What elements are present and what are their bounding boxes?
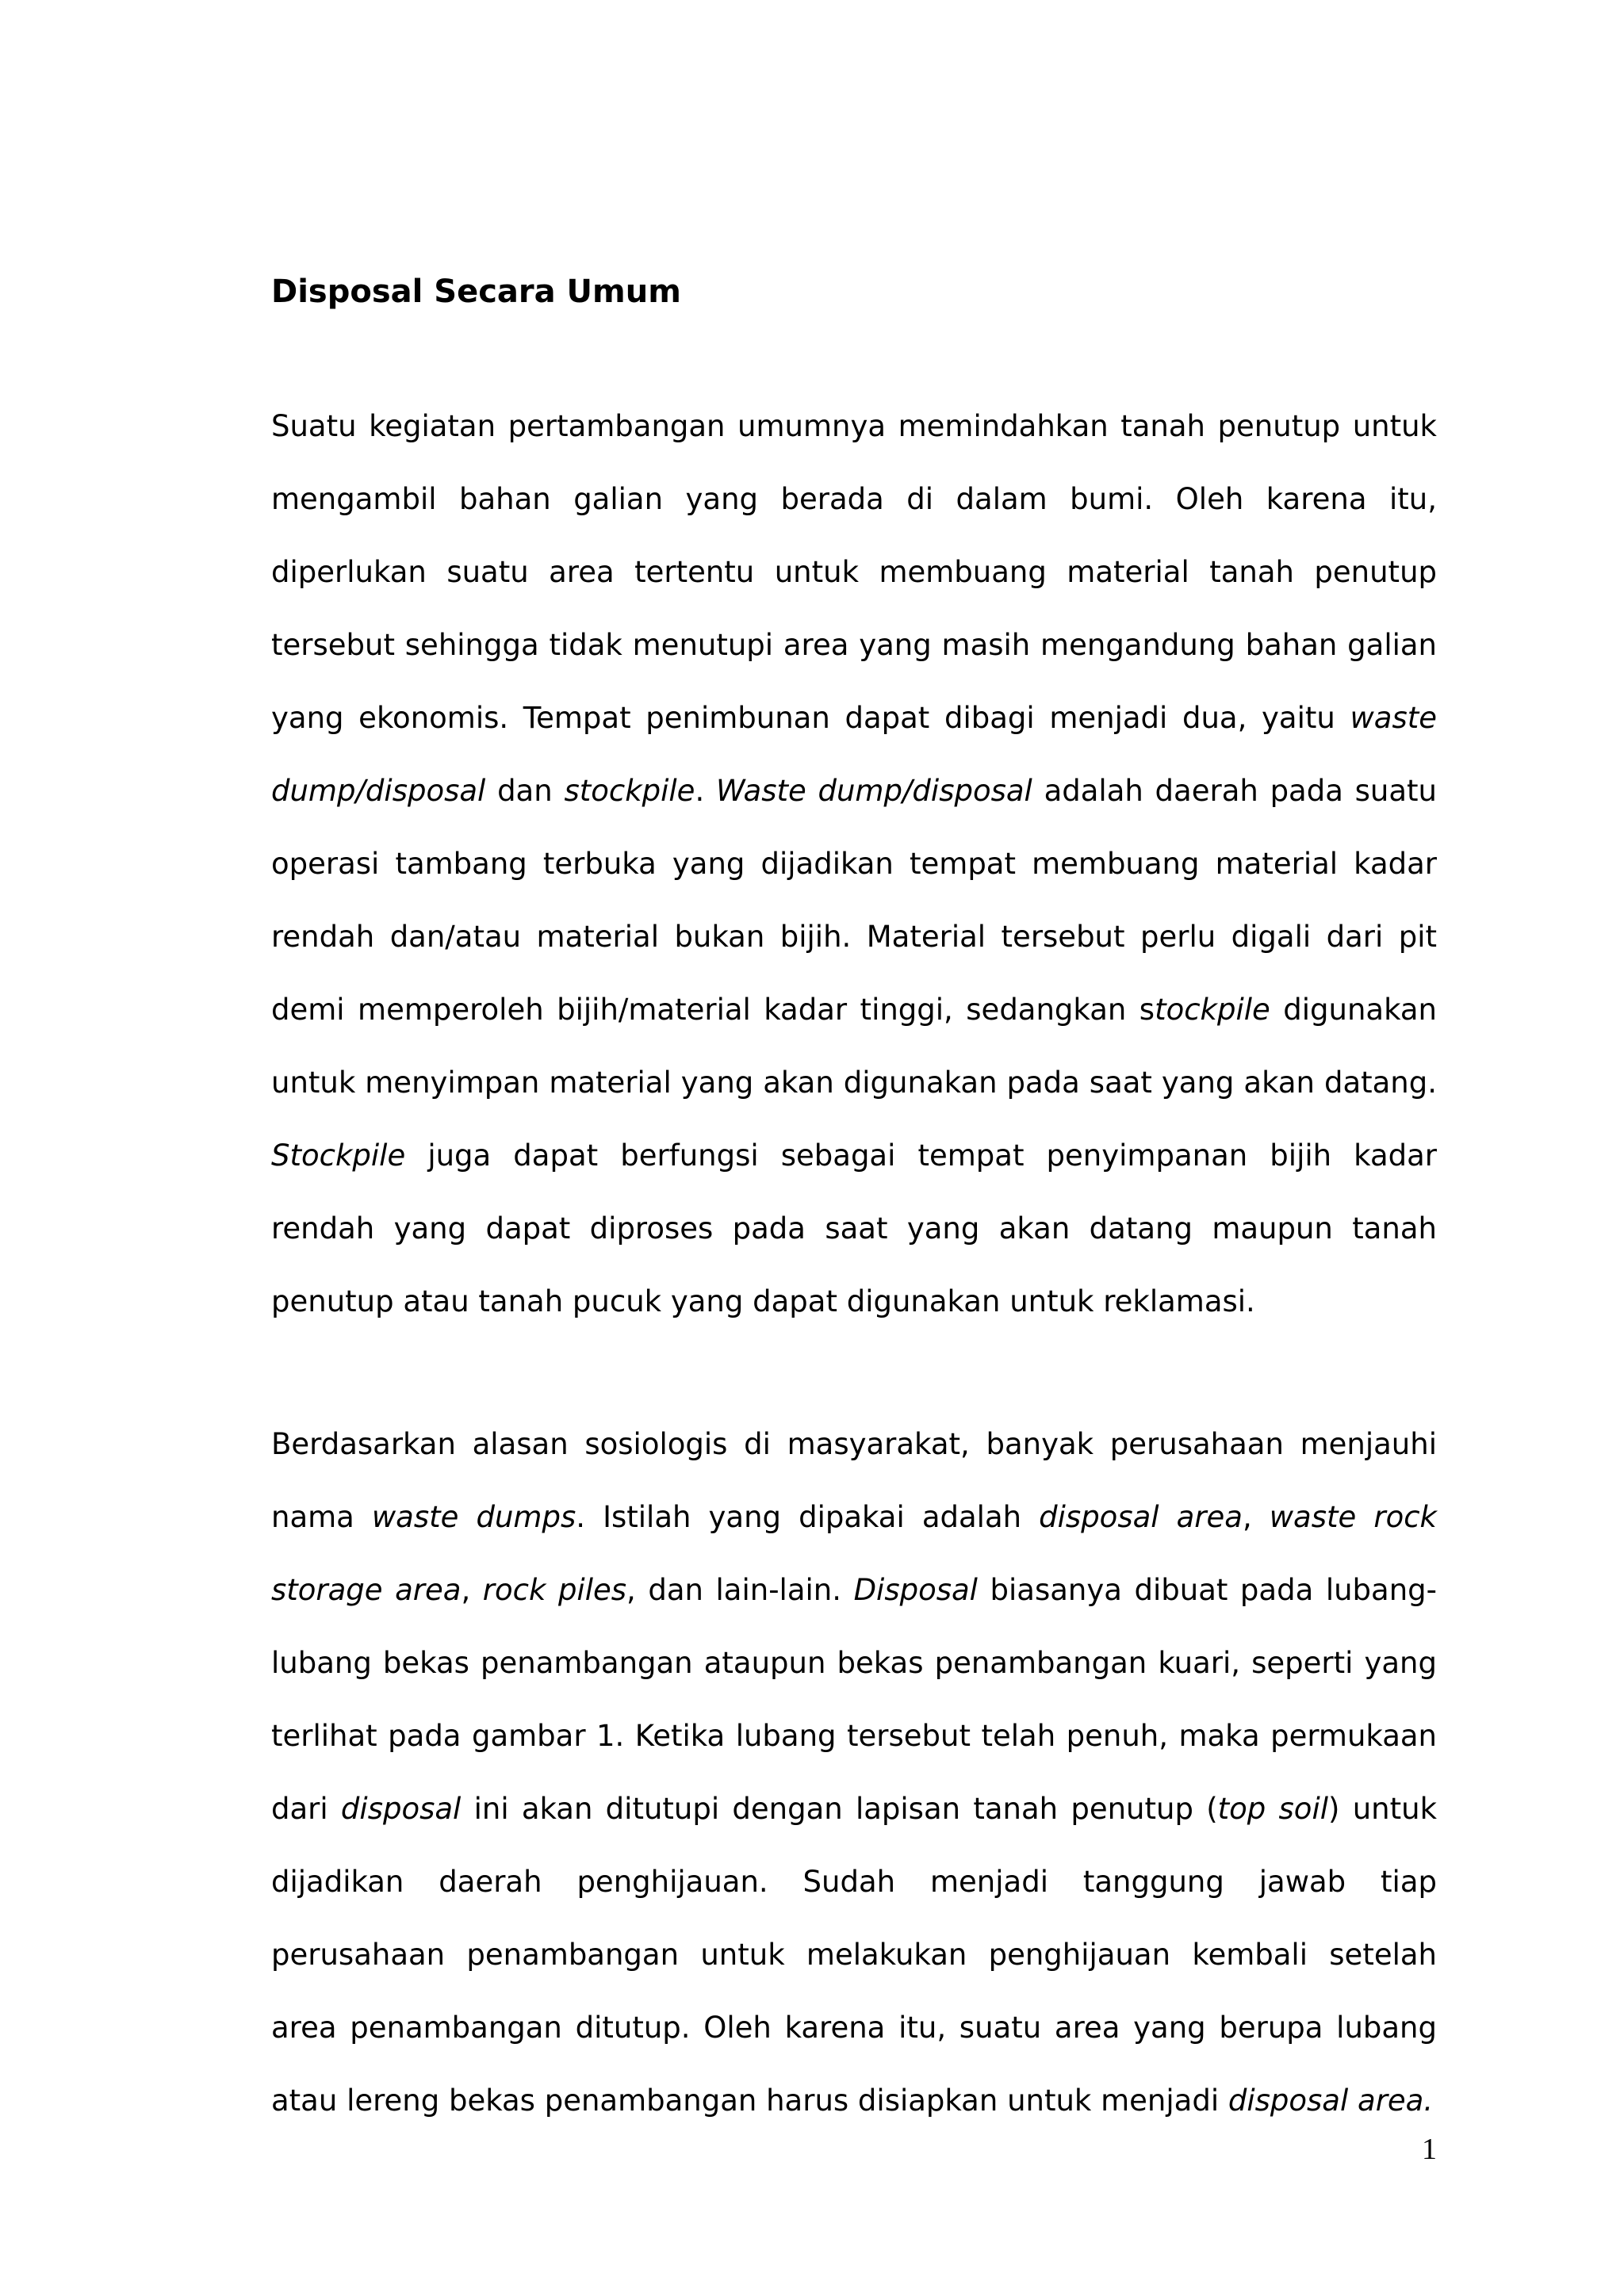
text-run: digunakan untuk menyimpan material yang akan digunakan pada saat yang akan datang. bbox=[271, 993, 1437, 1100]
text-run: ) untuk dijadikan daerah penghijauan. Sudah menjadi tanggung jawab tiap perusahaan penambangan untuk melakukan penghijauan kembali setelah area penambangan ditutup. Oleh karena itu, suatu area yang berupa lubang atau lereng bekas penambangan harus disiapkan untuk menjadi bbox=[271, 1792, 1437, 2118]
italic-term: Disposal bbox=[853, 1573, 978, 1607]
text-run: dan bbox=[485, 774, 565, 808]
text-run: . bbox=[695, 774, 716, 808]
text-run: , dan lain-lain. bbox=[626, 1573, 854, 1607]
text-run: , bbox=[461, 1573, 483, 1607]
document-body bbox=[271, 268, 1437, 2137]
italic-term: stockpile bbox=[564, 774, 695, 808]
text-run: Berdasarkan alasan sosiologis di masyarakat, banyak perusahaan menjauhi nama bbox=[271, 1427, 1437, 1534]
italic-term: top soil bbox=[1217, 1792, 1329, 1826]
text-run: adalah daerah pada suatu operasi tambang terbuka yang dijadikan tempat membuang material kadar rendah dan/atau material bukan bijih. Material tersebut perlu digali dari pit demi memperoleh bijih/material kadar tinggi, sedangkan s bbox=[271, 774, 1437, 1027]
italic-term: waste rock storage area bbox=[271, 1500, 1437, 1607]
section-title: Disposal Secara Umum bbox=[271, 274, 681, 310]
italic-term: waste dump/disposal bbox=[271, 701, 1437, 808]
italic-term: disposal area. bbox=[1228, 2084, 1434, 2118]
italic-term: waste dumps bbox=[371, 1500, 576, 1534]
italic-term: tockpile bbox=[1155, 993, 1270, 1027]
italic-term: Waste dump/disposal bbox=[715, 774, 1032, 808]
italic-term: disposal bbox=[340, 1792, 462, 1826]
text-run: juga dapat berfungsi sebagai tempat penyimpanan bijih kadar rendah yang dapat diproses pada saat yang akan datang maupun tanah penutup atau tanah pucuk yang dapat digunakan untuk reklamasi. bbox=[271, 1138, 1437, 1318]
text-run: ini akan ditutupi dengan lapisan tanah penutup ( bbox=[461, 1792, 1218, 1826]
italic-term: Stockpile bbox=[271, 1138, 406, 1173]
italic-term: disposal area bbox=[1039, 1500, 1243, 1534]
text-run: Suatu kegiatan pertambangan umumnya memindahkan tanah penutup untuk mengambil bahan galian yang berada di dalam bumi. Oleh karena itu, diperlukan suatu area tertentu untuk membuang material tanah penutup tersebut sehingga tidak menutupi area yang masih mengandung bahan galian yang ekonomis. Tempat penimbunan dapat dibagi menjadi dua, yaitu bbox=[271, 409, 1437, 735]
text-run: biasanya dibuat pada lubang-lubang bekas penambangan ataupun bekas penambangan kuari, seperti yang terlihat pada gambar 1. Ketika lubang tersebut telah penuh, maka permukaan dari bbox=[271, 1573, 1437, 1826]
paragraph-1 bbox=[271, 390, 1437, 1338]
text-run: . Istilah yang dipakai adalah bbox=[576, 1500, 1040, 1534]
paragraph-2 bbox=[271, 1408, 1437, 2137]
page-number: 1 bbox=[1422, 2133, 1437, 2166]
text-run: , bbox=[1242, 1500, 1270, 1534]
italic-term: rock piles bbox=[482, 1573, 627, 1607]
